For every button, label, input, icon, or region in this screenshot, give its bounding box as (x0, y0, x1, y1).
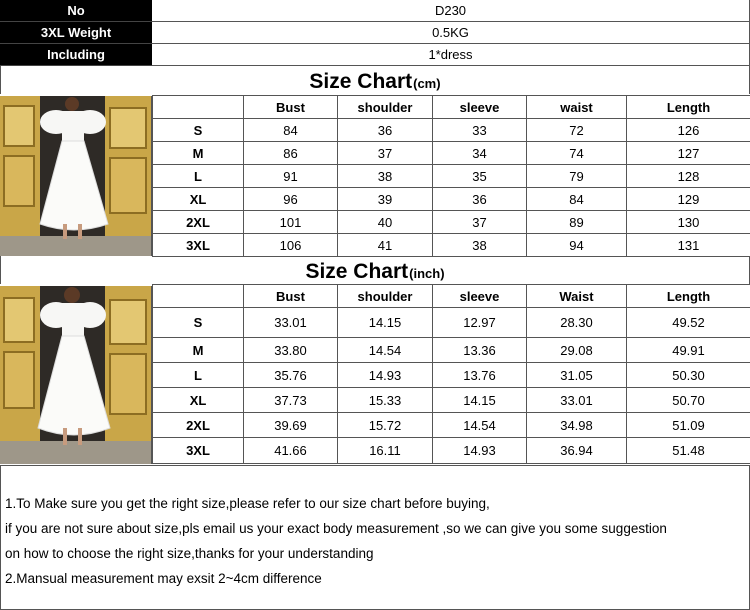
header-cell: shoulder (338, 96, 433, 119)
table-row (153, 308, 750, 338)
table-cell: 131 (627, 234, 750, 257)
table-cell: 37.73 (244, 388, 338, 413)
size-table-inch (152, 284, 750, 464)
size-label: 3XL (153, 234, 244, 257)
table-row (153, 388, 750, 413)
size-label: S (153, 308, 244, 338)
header-cell: sleeve (433, 285, 527, 308)
table-cell: 14.15 (338, 308, 433, 338)
table-cell: 33 (433, 119, 527, 142)
table-cell: 84 (244, 119, 338, 142)
table-cell: 13.76 (433, 363, 527, 388)
info-row-including (0, 44, 750, 66)
table-cell: 96 (244, 188, 338, 211)
table-cell: 15.72 (338, 413, 433, 438)
table-cell: 38 (433, 234, 527, 257)
cm-title-text: Size Chart (309, 70, 413, 93)
size-label: M (153, 338, 244, 363)
table-cell: 36.94 (527, 438, 627, 464)
size-table-cm (152, 95, 750, 257)
table-row (153, 165, 750, 188)
info-label: 3XL Weight (0, 22, 152, 44)
table-header-row (153, 285, 750, 308)
table-cell: 14.93 (433, 438, 527, 464)
header-cell: sleeve (433, 96, 527, 119)
table-cell: 130 (627, 211, 750, 234)
header-cell: Length (627, 96, 750, 119)
table-cell: 14.54 (433, 413, 527, 438)
table-cell: 72 (527, 119, 627, 142)
table-cell: 14.15 (433, 388, 527, 413)
table-row (153, 188, 750, 211)
cm-title-unit: (cm) (413, 76, 441, 91)
size-label: XL (153, 188, 244, 211)
dress-photo (0, 96, 152, 256)
size-label: 2XL (153, 413, 244, 438)
table-cell: 38 (338, 165, 433, 188)
table-row (153, 119, 750, 142)
table-cell: 51.09 (627, 413, 750, 438)
header-cell: Bust (244, 96, 338, 119)
table-row (153, 142, 750, 165)
header-cell (153, 285, 244, 308)
info-value: D230 (152, 0, 750, 22)
table-cell: 129 (627, 188, 750, 211)
table-cell: 126 (627, 119, 750, 142)
inch-title-unit: (inch) (409, 266, 445, 281)
note-line: on how to choose the right size,thanks for your understanding (5, 546, 374, 561)
table-cell: 101 (244, 211, 338, 234)
table-row (153, 363, 750, 388)
size-label: 3XL (153, 438, 244, 464)
table-cell: 31.05 (527, 363, 627, 388)
table-cell: 41.66 (244, 438, 338, 464)
size-label: XL (153, 388, 244, 413)
table-cell: 12.97 (433, 308, 527, 338)
info-label: Including (0, 44, 152, 66)
inch-chart-title (0, 256, 750, 284)
info-row-weight (0, 22, 750, 44)
note-line: if you are not sure about size,pls email us your exact body measurement ,so we can give you some suggestion (5, 521, 667, 536)
size-label: 2XL (153, 211, 244, 234)
header-cell: Length (627, 285, 750, 308)
header-cell (153, 96, 244, 119)
table-cell: 50.30 (627, 363, 750, 388)
table-cell: 39 (338, 188, 433, 211)
table-cell: 36 (433, 188, 527, 211)
info-value: 0.5KG (152, 22, 750, 44)
table-cell: 35.76 (244, 363, 338, 388)
table-cell: 35 (433, 165, 527, 188)
table-cell: 74 (527, 142, 627, 165)
inch-title-text: Size Chart (305, 260, 409, 283)
table-cell: 14.54 (338, 338, 433, 363)
header-cell: waist (527, 96, 627, 119)
dress-photo (0, 286, 152, 464)
table-cell: 29.08 (527, 338, 627, 363)
header-cell: shoulder (338, 285, 433, 308)
table-cell: 128 (627, 165, 750, 188)
table-header-row (153, 96, 750, 119)
table-cell: 127 (627, 142, 750, 165)
table-cell: 37 (433, 211, 527, 234)
table-cell: 34 (433, 142, 527, 165)
size-label: S (153, 119, 244, 142)
table-row (153, 234, 750, 257)
notes-section (0, 465, 750, 610)
table-row (153, 438, 750, 464)
info-row-no (0, 0, 750, 22)
note-line: 1.To Make sure you get the right size,please refer to our size chart before buying, (5, 496, 490, 511)
table-cell: 28.30 (527, 308, 627, 338)
table-cell: 49.52 (627, 308, 750, 338)
size-label: M (153, 142, 244, 165)
info-value: 1*dress (152, 44, 750, 66)
table-cell: 39.69 (244, 413, 338, 438)
table-cell: 79 (527, 165, 627, 188)
table-cell: 41 (338, 234, 433, 257)
size-label: L (153, 165, 244, 188)
table-cell: 14.93 (338, 363, 433, 388)
table-cell: 86 (244, 142, 338, 165)
table-cell: 36 (338, 119, 433, 142)
table-cell: 34.98 (527, 413, 627, 438)
table-cell: 50.70 (627, 388, 750, 413)
table-cell: 37 (338, 142, 433, 165)
table-cell: 84 (527, 188, 627, 211)
info-label: No (0, 0, 152, 22)
table-cell: 15.33 (338, 388, 433, 413)
table-cell: 49.91 (627, 338, 750, 363)
table-cell: 40 (338, 211, 433, 234)
table-row (153, 338, 750, 363)
table-cell: 13.36 (433, 338, 527, 363)
size-label: L (153, 363, 244, 388)
table-cell: 89 (527, 211, 627, 234)
table-row (153, 413, 750, 438)
cm-chart-title (0, 66, 750, 94)
table-cell: 91 (244, 165, 338, 188)
table-cell: 106 (244, 234, 338, 257)
table-cell: 16.11 (338, 438, 433, 464)
header-cell: Waist (527, 285, 627, 308)
table-cell: 51.48 (627, 438, 750, 464)
table-row (153, 211, 750, 234)
table-cell: 33.80 (244, 338, 338, 363)
table-cell: 33.01 (527, 388, 627, 413)
table-cell: 33.01 (244, 308, 338, 338)
header-cell: Bust (244, 285, 338, 308)
table-cell: 94 (527, 234, 627, 257)
note-line: 2.Mansual measurement may exsit 2~4cm difference (5, 571, 322, 586)
